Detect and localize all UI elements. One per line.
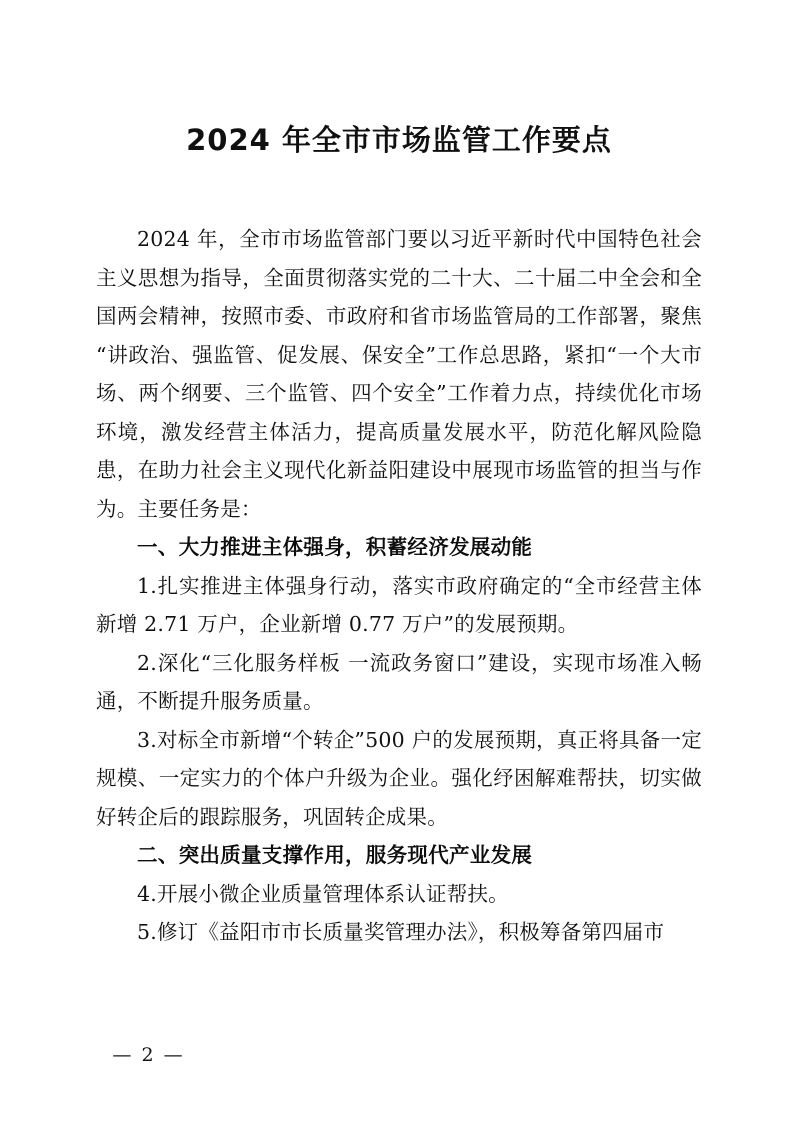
section-heading-one: 一、大力推进主体强身，积蓄经济发展动能 <box>137 535 533 559</box>
page-number-label: — 2 — <box>112 1044 185 1066</box>
document-body <box>96 118 702 952</box>
page-number <box>0 1044 793 1066</box>
paragraph-item-3: 3.对标全市新增“个转企”500 户的发展预期，真正将具备一定规模、一定实力的个体户升级为企业。强化纾困解难帮扶，切实做好转企后的跟踪服务，巩固转企成果。 <box>96 727 702 829</box>
paragraph-item-1: 1.扎实推进主体强身行动，落实市政府确定的“全市经营主体新增 2.71 万户，企业新增 0.77 万户”的发展预期。 <box>96 573 702 636</box>
paragraph-item-5: 5.修订《益阳市市长质量奖管理办法》，积极筹备第四届市 <box>137 920 665 944</box>
section-heading-two: 二、突出质量支撑作用，服务现代产业发展 <box>137 843 533 867</box>
paragraph-item-4: 4.开展小微企业质量管理体系认证帮扶。 <box>137 881 509 906</box>
page-title: 2024 年全市市场监管工作要点 <box>186 123 612 157</box>
paragraph-item-2: 2.深化“三化服务样板 一流政务窗口”建设，实现市场准入畅通，不断提升服务质量。 <box>96 650 702 713</box>
paragraph-intro: 2024 年，全市市场监管部门要以习近平新时代中国特色社会主义思想为指导，全面贯彻落实党的二十大、二十届二中全会和全国两会精神，按照市委、市政府和省市场监管局的工作部署，聚焦“讲政治、强监管、促发展、保安全”工作总思路，紧扣“一个大市场、两个纲要、三个监管、四个安全”工作着力点，持续优化市场环境，激发经营主体活力，提高质量发展水平，防范化解风险隐患，在助力社会主义现代化新益阳建设中展现市场监管的担当与作为。主要任务是： <box>96 227 702 521</box>
